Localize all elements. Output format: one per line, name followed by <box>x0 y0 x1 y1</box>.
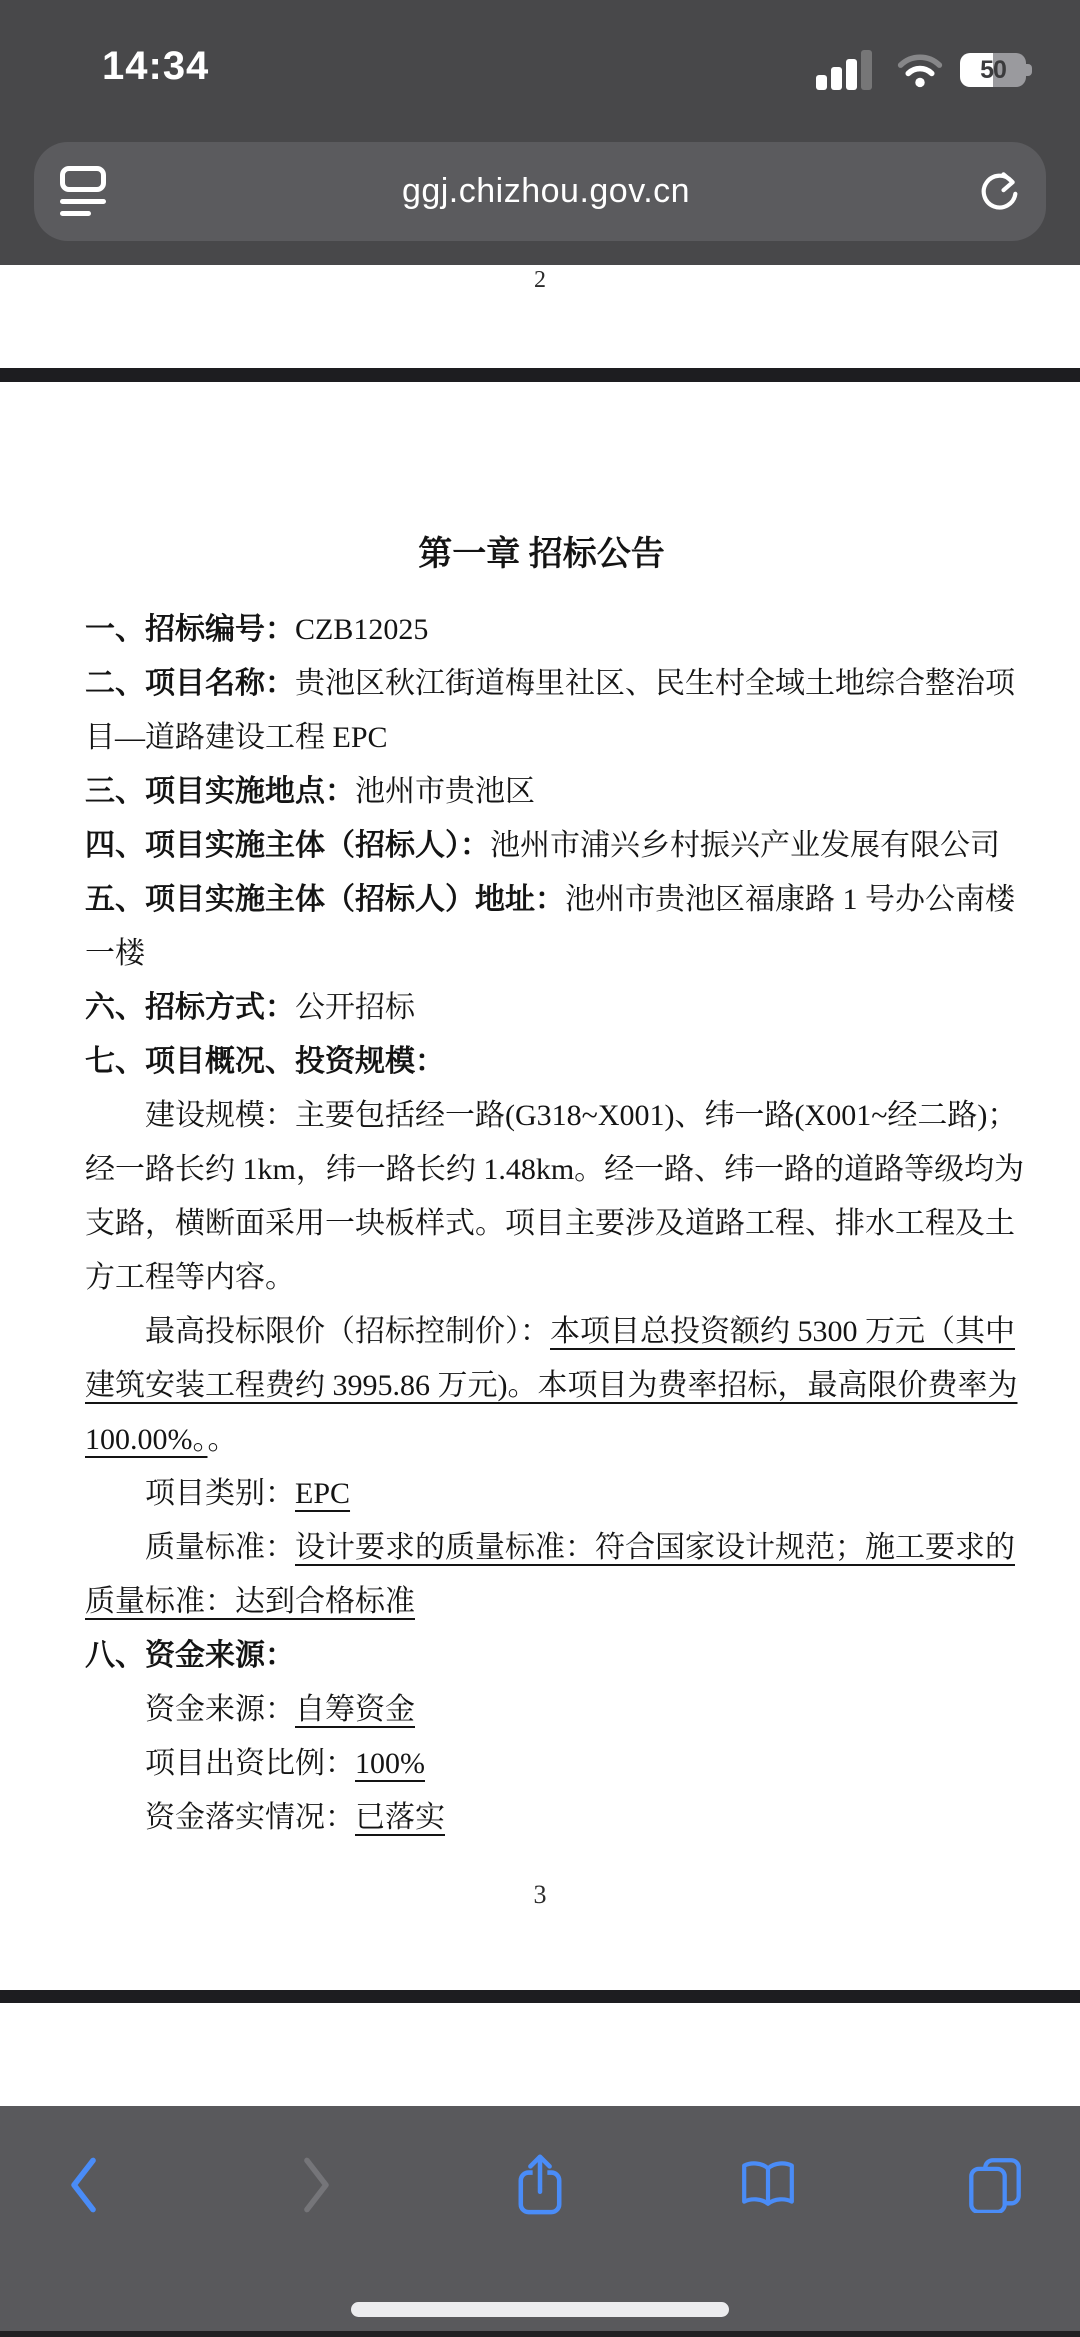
text-segment: 方工程等内容。 <box>85 1261 295 1294</box>
pdf-page3 <box>0 382 1080 1990</box>
document-line <box>85 1737 998 1791</box>
document-line <box>85 1143 1025 1197</box>
text-segment: 质量标准： <box>145 1531 295 1564</box>
document-line <box>85 1629 998 1683</box>
document-line <box>85 819 998 873</box>
page-separator <box>0 368 1080 382</box>
text-segment: 目—道路建设工程 EPC <box>85 721 388 754</box>
reader-icon[interactable] <box>60 166 116 218</box>
text-segment: 已落实 <box>355 1801 445 1834</box>
text-segment: 公开招标 <box>295 991 415 1024</box>
text-segment: 六、招标方式： <box>85 991 295 1024</box>
text-segment: 池州市浦兴乡村振兴产业发展有限公司 <box>490 829 1000 862</box>
text-segment: CZB12025 <box>295 613 429 646</box>
document-line <box>85 1251 998 1305</box>
document-line <box>85 1467 998 1521</box>
text-segment: 一楼 <box>85 937 145 970</box>
document-line <box>85 1359 1018 1413</box>
document-line <box>85 603 998 657</box>
text-segment: 资金来源： <box>145 1693 295 1726</box>
document-heading: 第一章 招标公告 <box>418 536 665 573</box>
text-segment: EPC <box>295 1477 351 1510</box>
document-line <box>85 1575 998 1629</box>
document-line <box>85 711 998 765</box>
text-segment: 支路，横断面采用一块板样式。项目主要涉及道路工程、排水工程及土 <box>85 1207 1015 1240</box>
page-number: 2 <box>534 267 546 293</box>
home-indicator[interactable] <box>351 2302 729 2317</box>
wifi-icon <box>896 52 944 88</box>
tabs-button[interactable] <box>955 2145 1035 2225</box>
cellular-signal-icon <box>816 50 880 90</box>
document-line <box>85 873 1015 927</box>
document-line <box>85 657 1015 711</box>
text-segment: 设计要求的质量标准：符合国家设计规范；施工要求的 <box>295 1531 1015 1564</box>
text-segment: 建筑安装工程费约 3995.86 万元)。本项目为费率招标，最高限价费率为 <box>85 1369 1018 1402</box>
forward-button[interactable] <box>277 2145 357 2225</box>
document-line <box>85 1089 1018 1143</box>
text-segment: 本项目总投资额约 5300 万元（其中 <box>550 1315 1015 1348</box>
pdf-page4-top <box>0 2003 1080 2106</box>
pdf-page2-footer <box>0 265 1080 368</box>
text-segment: 一、招标编号： <box>85 613 295 646</box>
reload-icon[interactable] <box>976 170 1020 214</box>
document-line <box>85 1035 998 1089</box>
document-line <box>85 1791 998 1845</box>
document-line <box>85 1413 998 1467</box>
text-segment: 池州市贵池区福康路 1 号办公南楼 <box>565 883 1015 916</box>
address-bar[interactable] <box>34 142 1046 241</box>
text-segment: 。 <box>207 1423 238 1456</box>
status-icons <box>816 50 1038 90</box>
battery-percent: 50 <box>980 55 1006 84</box>
document-line <box>85 1521 1015 1575</box>
document-line <box>85 1305 1015 1359</box>
document-line <box>85 1683 998 1737</box>
text-segment: 建设规模：主要包括经一路(G318~X001)、纬一路(X001~经二路)； <box>145 1099 1018 1132</box>
document-line <box>85 927 998 981</box>
share-button[interactable] <box>500 2145 580 2225</box>
status-time: 14:34 <box>102 44 210 88</box>
text-segment: 池州市贵池区 <box>355 775 535 808</box>
text-segment: 项目类别： <box>145 1477 295 1510</box>
url-text[interactable]: ggj.chizhou.gov.cn <box>401 172 691 210</box>
text-segment: 五、项目实施主体（招标人）地址： <box>85 883 565 916</box>
bookmarks-button[interactable] <box>728 2145 808 2225</box>
page-separator <box>0 1990 1080 2003</box>
battery-icon <box>960 53 1038 87</box>
text-segment: 二、项目名称： <box>85 667 295 700</box>
document-line <box>85 1197 1015 1251</box>
text-segment: 100.00%。 <box>85 1423 208 1456</box>
text-segment: 贵池区秋江街道梅里社区、民生村全域土地综合整治项 <box>295 667 1015 700</box>
document-line <box>85 981 998 1035</box>
text-segment: 八、资金来源： <box>85 1639 295 1672</box>
text-segment: 质量标准：达到合格标准 <box>85 1585 415 1618</box>
text-segment: 项目出资比例： <box>145 1747 355 1780</box>
text-segment: 最高投标限价（招标控制价）： <box>145 1315 550 1348</box>
browser-chrome <box>0 0 1080 265</box>
document-line <box>85 765 998 819</box>
screen-bottom-edge <box>0 2331 1080 2337</box>
text-segment: 自筹资金 <box>295 1693 415 1726</box>
back-button[interactable] <box>43 2145 123 2225</box>
text-segment: 七、项目概况、投资规模： <box>85 1045 445 1078</box>
text-segment: 资金落实情况： <box>145 1801 355 1834</box>
page-number: 3 <box>533 1880 547 1909</box>
document-body <box>85 603 1025 1845</box>
text-segment: 经一路长约 1km，纬一路长约 1.48km。经一路、纬一路的道路等级均为 <box>85 1153 1025 1186</box>
text-segment: 三、项目实施地点： <box>85 775 355 808</box>
text-segment: 四、项目实施主体（招标人）： <box>85 829 490 862</box>
text-segment: 100% <box>355 1747 425 1780</box>
safari-toolbar <box>0 2106 1080 2337</box>
